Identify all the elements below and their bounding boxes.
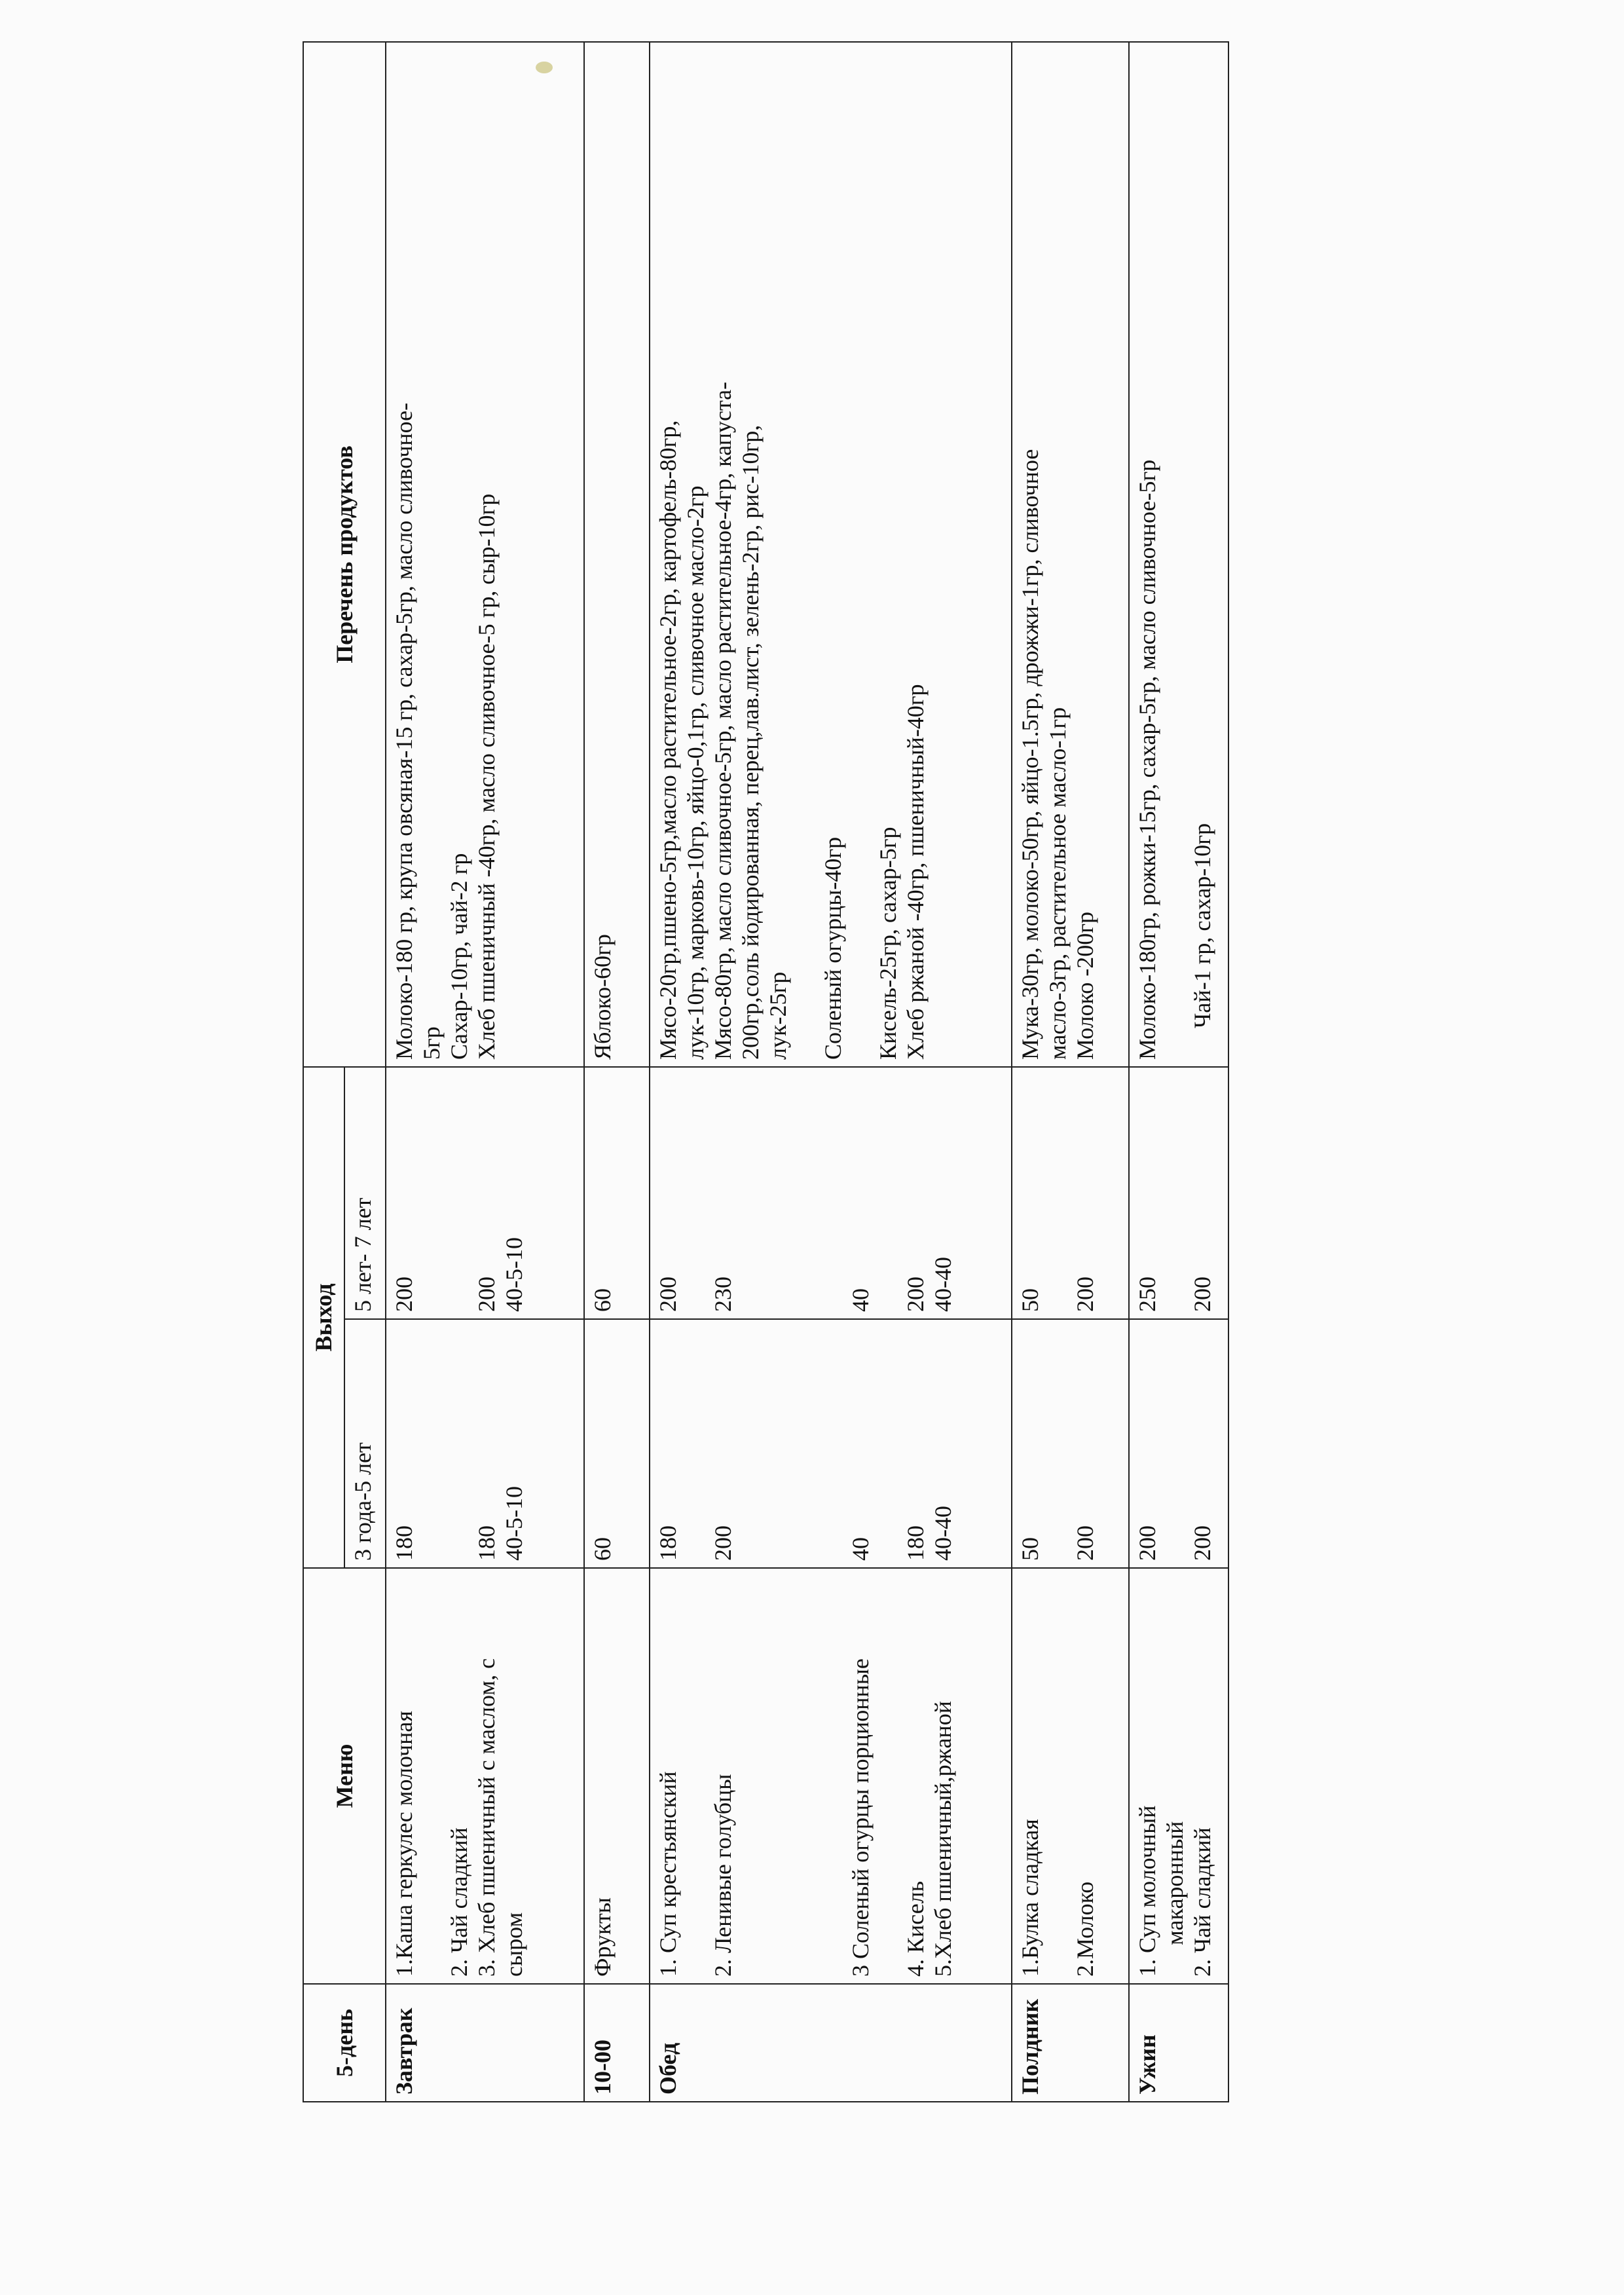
product-line: Молоко -200гр [1072, 911, 1099, 1060]
table-row-lunch [650, 42, 1012, 2102]
menu-item: 3. Хлеб пшеничный с маслом, с [473, 1658, 500, 1977]
portion-3-5-cell [1129, 1319, 1228, 1568]
day-header: 5-день [303, 1984, 386, 2102]
portion-value: 180 [655, 1525, 682, 1561]
menu-header: Меню [303, 1568, 386, 1984]
menu-item: сыром [500, 1912, 527, 1977]
menu-item: 3 Соленый огурцы порционные [847, 1658, 874, 1977]
portion-value: 40-5-10 [500, 1486, 527, 1561]
portion-3-5-cell [386, 1319, 585, 1568]
portion-value: 40 [847, 1537, 874, 1561]
menu-item: 2. Ленивые голубцы [710, 1774, 737, 1977]
product-line: Чай-1 гр, сахар-10гр [1189, 823, 1216, 1028]
menu-item: 5.Хлеб пшеничный,ржаной [930, 1701, 957, 1977]
product-line: Яблоко-60гр [589, 934, 616, 1060]
menu-item: 2. Чай сладкий [1189, 1827, 1216, 1977]
portion-value: 200 [1072, 1277, 1099, 1312]
portion-5-7-cell [1012, 1067, 1129, 1319]
menu-cell [584, 1568, 650, 1984]
menu-cell [1012, 1568, 1129, 1984]
portion-value: 250 [1134, 1277, 1161, 1312]
portion-value: 200 [1189, 1525, 1216, 1561]
portion-value: 200 [1189, 1277, 1216, 1312]
product-line: Соленый огурцы-40гр [820, 836, 847, 1060]
menu-cell [386, 1568, 585, 1984]
meal-name: Обед [650, 1984, 1012, 2102]
portion-3-5-cell [1012, 1319, 1129, 1568]
portion-value: 50 [1017, 1288, 1044, 1312]
portion-value: 200 [1134, 1525, 1161, 1561]
portion-value: 60 [589, 1537, 616, 1561]
products-cell [1012, 42, 1129, 1067]
menu-cell [1129, 1568, 1228, 1984]
menu-item: 1. Суп молочный [1134, 1805, 1161, 1977]
meal-name: Ужин [1129, 1984, 1228, 2102]
products-cell [1129, 42, 1228, 1067]
product-line: Молоко-180гр, рожки-15гр, сахар-5гр, масло сливочное-5гр [1134, 459, 1161, 1060]
output-header: Выход [303, 1067, 344, 1568]
portion-3-5-cell [650, 1319, 1012, 1568]
product-line: масло-3гр, растительное масло-1гр [1044, 707, 1071, 1060]
header-row [303, 42, 344, 2102]
portion-value: 200 [902, 1277, 929, 1312]
menu-item: макаронный [1162, 1821, 1189, 1945]
product-line: лук-25гр [765, 971, 792, 1060]
portion-5-7-cell [650, 1067, 1012, 1319]
portion-5-7-cell [584, 1067, 650, 1319]
product-line: Мясо-20гр,пшено-5гр,масло растительное-2гр, картофель-80гр, [655, 420, 682, 1060]
menu-item: 1. Суп крестьянский [655, 1771, 682, 1977]
product-line: 200гр,соль йодированная, перец,лав.лист, зелень-2гр, рис-10гр, [737, 424, 764, 1060]
product-line: Кисель-25гр, сахар-5гр [875, 827, 902, 1060]
menu-table [303, 41, 1229, 2102]
portion-value: 50 [1017, 1537, 1044, 1561]
rotated-menu-table-wrapper [303, 43, 1229, 2102]
portion-value: 200 [710, 1525, 737, 1561]
product-line: Мясо-80гр, масло сливочное-5гр, масло растительное-4гр, капуста- [710, 381, 737, 1060]
table-row-dinner [1129, 42, 1228, 2102]
product-line: Молоко-180 гр, крупа овсяная-15 гр, сахар-5гр, масло сливочное- [390, 402, 417, 1060]
portion-value: 200 [390, 1277, 417, 1312]
meal-name: Полдник [1012, 1984, 1129, 2102]
product-line: Мука-30гр, молоко-50гр, яйцо-1.5гр, дрожжи-1гр, сливочное [1017, 449, 1044, 1060]
product-line: 5гр [418, 1026, 445, 1060]
portion-value: 60 [589, 1288, 616, 1312]
product-line: Сахар-10гр, чай-2 гр [445, 853, 472, 1060]
portion-value: 40 [847, 1288, 874, 1312]
menu-item: 1.Каша геркулес молочная [390, 1711, 417, 1977]
portion-value: 180 [902, 1525, 929, 1561]
products-cell [584, 42, 650, 1067]
portion-5-7-cell [1129, 1067, 1228, 1319]
product-line: лук-10гр, марковь-10гр, яйцо-0,1гр, сливочное масло-2гр [682, 485, 709, 1060]
portion-value: 180 [473, 1525, 500, 1561]
portion-value: 40-40 [930, 1257, 957, 1312]
portion-5-7-cell [386, 1067, 585, 1319]
portion-value: 200 [473, 1277, 500, 1312]
table-row-snack-10 [584, 42, 650, 2102]
menu-item: 2.Молоко [1072, 1881, 1099, 1977]
products-header: Перечень продуктов [303, 42, 386, 1067]
age-5-7-header: 5 лет- 7 лет [344, 1067, 386, 1319]
product-line: Хлеб ржаной -40гр, пшеничный-40гр [902, 684, 929, 1060]
portion-value: 200 [655, 1277, 682, 1312]
product-line: Хлеб пшеничный -40гр, масло сливочное-5 гр, сыр-10гр [473, 493, 500, 1060]
age-3-5-header: 3 года-5 лет [344, 1319, 386, 1568]
portion-value: 200 [1072, 1525, 1099, 1561]
products-cell [650, 42, 1012, 1067]
portion-value: 230 [710, 1277, 737, 1312]
menu-item: 1.Булка сладкая [1017, 1819, 1044, 1977]
portion-value: 180 [390, 1525, 417, 1561]
portion-value: 40-5-10 [500, 1237, 527, 1312]
table-row-afternoon [1012, 42, 1129, 2102]
menu-item: 4. Кисель [902, 1880, 929, 1977]
products-cell [386, 42, 585, 1067]
table-row-breakfast [386, 42, 585, 2102]
portion-value: 40-40 [930, 1506, 957, 1561]
menu-cell [650, 1568, 1012, 1984]
menu-item: Фрукты [589, 1897, 616, 1977]
meal-name: Завтрак [386, 1984, 585, 2102]
portion-3-5-cell [584, 1319, 650, 1568]
menu-item: 2. Чай сладкий [445, 1827, 472, 1977]
meal-name: 10-00 [584, 1984, 650, 2102]
